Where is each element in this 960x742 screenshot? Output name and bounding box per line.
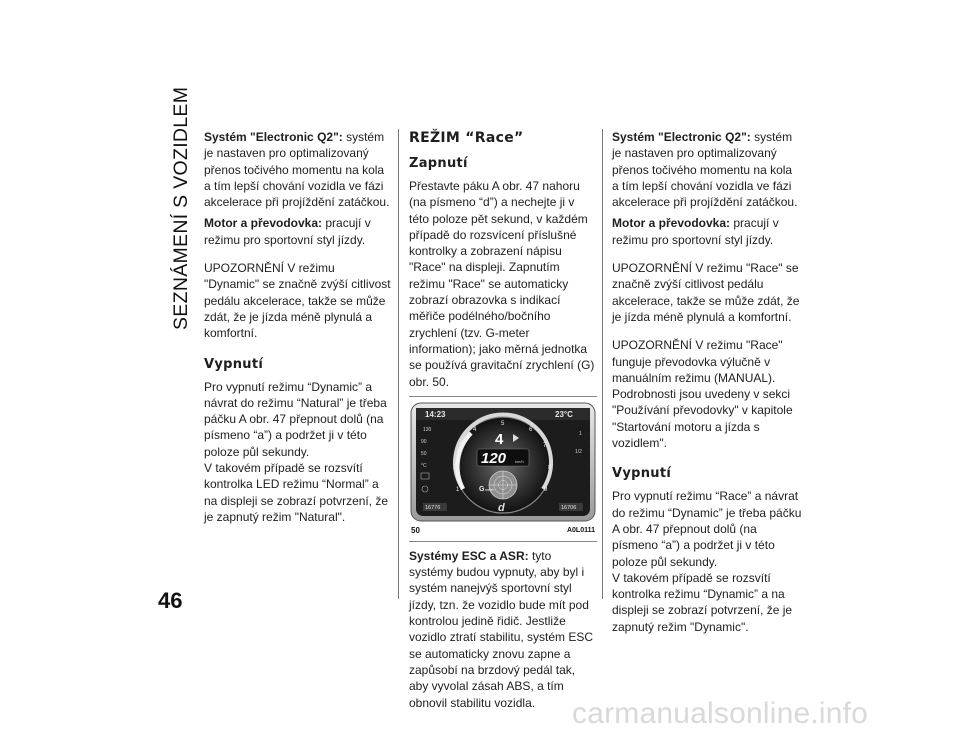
paragraph-text: systém je nastaven pro optimalizovaný přenos točivého momentu na kola a tím lepší chování vozidla ve fázi akcelerace při projíždění zatáčkou. <box>204 130 390 210</box>
rpm-mark: 9 <box>544 486 548 493</box>
paragraph-text: systém je nastaven pro optimalizovaný přenos točivého momentu na kola a tím lepší chování vozidla ve fázi akcelerace při projíždění zatáčkou. <box>612 130 798 210</box>
left-scale-label: 90 <box>421 438 427 445</box>
paragraph-label: Systémy ESC a ASR: <box>409 548 529 563</box>
column-3 <box>612 129 802 640</box>
rpm-mark: 6 <box>529 426 533 433</box>
column-divider <box>602 129 603 599</box>
odometer-right: 16706 <box>561 504 577 511</box>
paragraph <box>204 215 392 248</box>
warning-paragraph: UPOZORNĚNÍ V režimu "Dynamic" se značně zvýší citlivost pedálu akcelerace, takže se může zdát, že je jízda méně plynulá a komfortní. <box>204 261 391 341</box>
column-2 <box>409 129 597 716</box>
column-1 <box>204 129 392 530</box>
paragraph: V takovém případě se rozsvítí kontrolka režimu “Dynamic” a na displeji se zobrazí potvrzení, že je zapnutý režim "Dynamic". <box>612 570 793 634</box>
rpm-mark: 7 <box>543 442 547 449</box>
paragraph: Pro vypnutí režimu “Dynamic” a návrat do režimu “Natural” je třeba páčku A obr. 47 přepnout dolů (na písmeno “a”) a podržet ji v této poloze půl sekundy. <box>204 379 387 459</box>
section-heading-on: Zapnutí <box>409 156 468 171</box>
instrument-cluster-illustration <box>409 399 597 525</box>
paragraph-text: pracují v režimu pro sportovní styl jízdy. <box>204 216 371 247</box>
watermark: carmanualsonline.info <box>572 697 869 730</box>
temperature-text: 23°C <box>555 409 573 419</box>
warning-paragraph: UPOZORNĚNÍ V režimu "Race" se značně zvýší citlivost pedálu akcelerace, takže se může zdát, že je jízda méně plynulá a komfortní. <box>612 261 800 324</box>
drive-mode-letter: d <box>498 501 505 514</box>
left-scale-label: °C <box>421 462 427 469</box>
paragraph <box>612 215 802 248</box>
left-scale-label: 50 <box>421 450 427 457</box>
odometer-left: 16776 <box>425 504 441 511</box>
paragraph-label: Systém "Electronic Q2": <box>204 130 343 144</box>
section-heading-off: Vypnutí <box>612 466 672 482</box>
rpm-mark: 1 <box>456 486 460 493</box>
warning-paragraph: UPOZORNĚNÍ V režimu "Race" funguje převodovka výlučně v manuálním režimu (MANUAL). Podrobnosti jsou uvedeny v sekci "Používání převodovky" v kapitole "Startování motoru a jízda s vozidlem". <box>612 338 793 451</box>
section-heading-race-mode: REŽIM “Race” <box>409 130 524 146</box>
right-scale-label: 1/2 <box>575 448 582 455</box>
speed-readout: 120 <box>481 449 507 467</box>
paragraph <box>204 129 392 210</box>
page-number: 46 <box>158 588 183 613</box>
rpm-mark: 8 <box>548 464 552 471</box>
figure-instrument-display <box>409 396 597 542</box>
paragraph-label: Motor a převodovka: <box>612 216 731 231</box>
paragraph-label: Motor a převodovka: <box>204 216 323 231</box>
g-meter-sublabel: meter <box>485 487 494 492</box>
left-scale-label: 130 <box>423 426 432 433</box>
gear-indicator: 4 <box>495 430 504 448</box>
speed-unit: km/h <box>515 458 524 464</box>
right-scale-label: 1 <box>579 430 582 437</box>
paragraph-label: Systém "Electronic Q2": <box>612 130 751 144</box>
g-meter-label: G <box>479 485 485 493</box>
rpm-mark: 5 <box>501 420 505 427</box>
paragraph <box>612 129 802 210</box>
paragraph <box>409 548 597 711</box>
paragraph-text: pracují v režimu pro sportovní styl jízdy. <box>612 216 779 247</box>
figure-number: 50 <box>411 525 420 535</box>
rpm-mark: 4 <box>473 426 477 433</box>
paragraph: Přestavte páku A obr. 47 nahoru (na písmeno “d”) a nechejte ji v této poloze pět sekund, v každém případě do rozsvícení příslušné kontrolky a zobrazení nápisu "Race" na displeji. Zapnutím režimu "Race" se automaticky zobrazí obrazovka s indikací měřiče podélného/bočního zrychlení (tzv. G-meter information); jako měrná jednotka se používá gravitační zrychlení (G) obr. 50. <box>409 179 595 389</box>
rpm-mark: 2 <box>453 464 457 471</box>
section-heading-off: Vypnutí <box>204 356 264 372</box>
rpm-mark: 3 <box>459 442 463 449</box>
paragraph-text: tyto systémy budou vypnuty, aby byl i systém nanejvýš sportovní styl jízdy, tzn. že vozidlo bude mít pod kontrolou jedině řidič. Jestliže vozidlo ztratí stabilitu, systém ESC se automaticky znovu zapne a zapůsobí na brzdový pedál tak, aby vyvolal zásah ABS, a tím obnovil stabilitu vozidla. <box>409 548 594 710</box>
paragraph: Pro vypnutí režimu “Race” a návrat do režimu “Dynamic” je třeba páčku A obr. 47 přepnout dolů (na písmeno “a”) a podržet ji v této poloze půl sekundy. <box>612 489 802 569</box>
paragraph: V takovém případě se rozsvítí kontrolka LED režimu “Normal” a na displeji se zobrazí potvrzení, že je zapnutý režim "Natural". <box>204 461 389 524</box>
column-divider <box>398 129 399 599</box>
figure-code: A0L0111 <box>566 526 595 534</box>
clock-text: 14:23 <box>425 409 446 419</box>
chapter-title-text: SEZNÁMENÍ S VOZIDLEM <box>170 86 192 330</box>
